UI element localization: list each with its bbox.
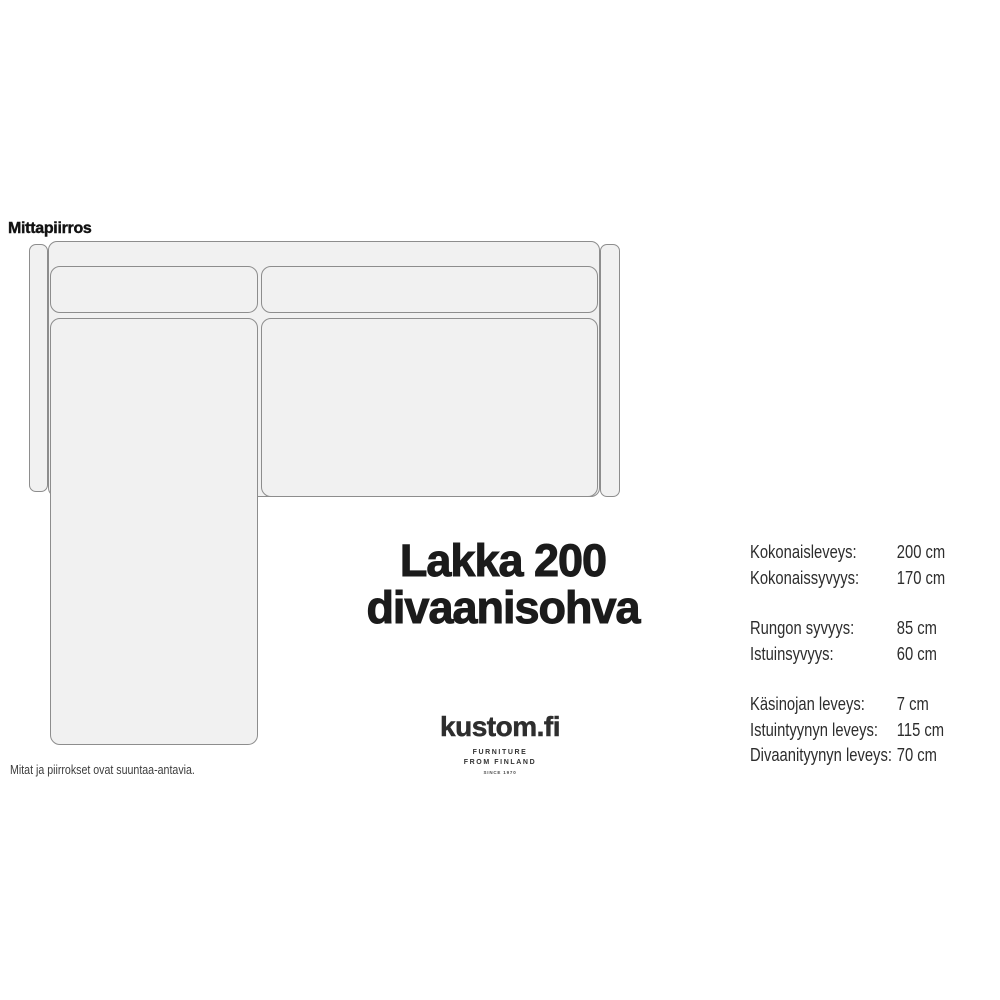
brand-logo (400, 711, 600, 776)
disclaimer-footnote: Mitat ja piirrokset ovat suuntaa-antavia. (10, 763, 195, 777)
dimension-label: Divaanityynyn leveys: (750, 745, 892, 765)
dimension-row (750, 743, 996, 769)
dimension-row (750, 566, 996, 592)
dimension-group-depths (750, 616, 1000, 667)
dimension-label: Istuintyynyn leveys: (750, 719, 878, 740)
dimension-label: Istuinsyvyys: (750, 643, 834, 664)
dimension-label: Kokonaisleveys: (750, 542, 857, 562)
dimension-label: Rungon syvyys: (750, 618, 855, 638)
dimension-spec-list (750, 540, 1000, 769)
dimension-value: 85 cm (896, 618, 937, 638)
dimension-group-widths (750, 692, 1000, 769)
product-title-line1: Lakka 200 (399, 535, 607, 586)
sofa-left-armrest-shape (29, 244, 48, 492)
dimension-label: Käsinojan leveys: (750, 694, 865, 714)
product-title-line2: divaanisohva (366, 582, 640, 633)
dimension-label: Kokonaissyvyys: (750, 567, 860, 588)
brand-logo-tagline-line1: FURNITURE (472, 749, 528, 756)
sofa-divan-cushion-shape (50, 318, 258, 745)
dimension-group-overall (750, 540, 1000, 591)
dimension-row (750, 692, 996, 718)
dimension-row (750, 540, 996, 566)
product-title (340, 537, 666, 631)
sofa-seat-cushion-shape (261, 318, 598, 497)
brand-logo-tagline-line2: FROM FINLAND (463, 758, 537, 766)
dimension-value: 60 cm (896, 643, 937, 664)
dimension-value: 170 cm (896, 567, 946, 588)
brand-logo-since: SINCE 1970 (483, 770, 517, 775)
sofa-back-cushion-right-shape (261, 266, 598, 313)
drawing-heading: Mittapiirros (8, 220, 92, 237)
sofa-right-armrest-shape (600, 244, 620, 497)
dimension-value: 115 cm (896, 719, 945, 740)
dimension-row (750, 718, 996, 744)
dimension-value: 200 cm (896, 542, 946, 562)
dimension-row (750, 642, 996, 668)
dimension-row (750, 616, 996, 642)
brand-logo-wordmark: kustom.fi (440, 711, 560, 742)
dimension-value: 7 cm (896, 694, 929, 714)
dimension-value: 70 cm (896, 745, 937, 765)
sofa-back-cushion-left-shape (50, 266, 258, 313)
